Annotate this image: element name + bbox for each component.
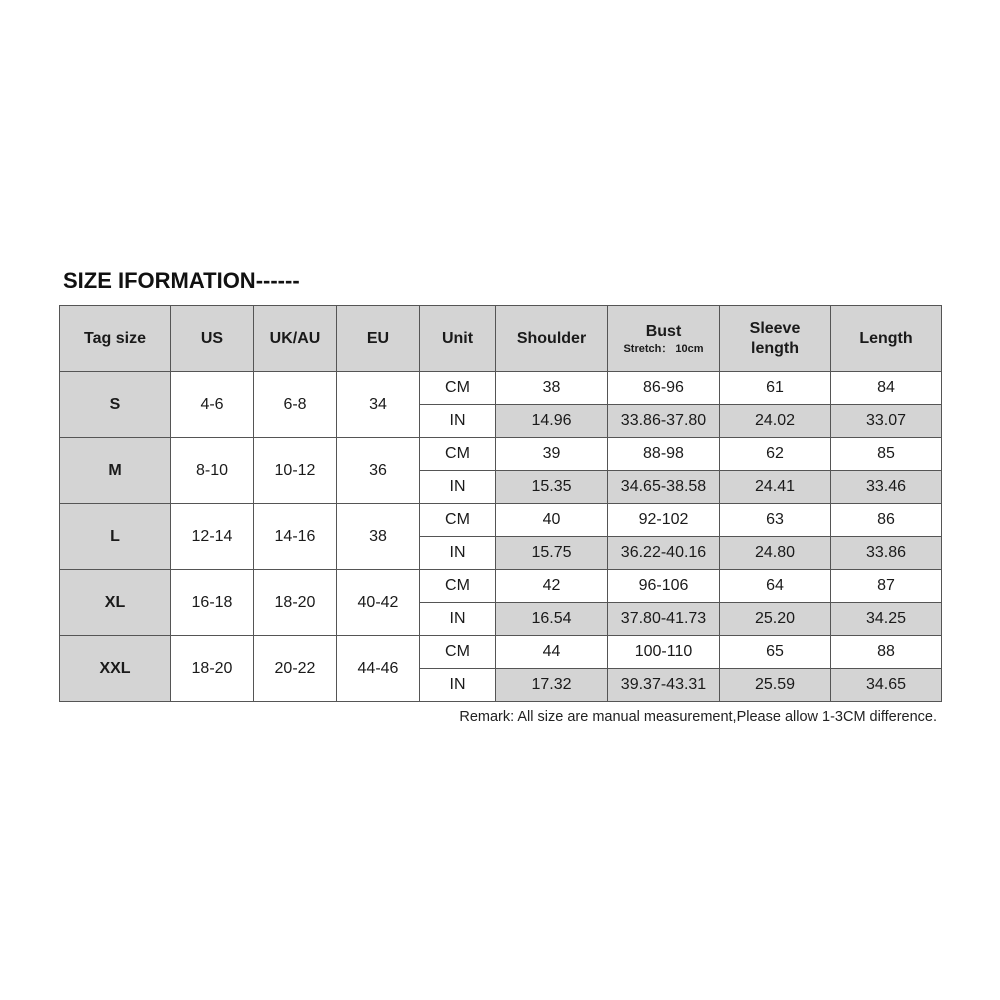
length-cm-cell: 84	[831, 372, 942, 405]
length-in-cell: 33.07	[831, 405, 942, 438]
tag-size-cell: XXL	[60, 636, 171, 702]
unit-cm-cell: CM	[420, 504, 496, 537]
shoulder-cm-cell: 40	[496, 504, 608, 537]
sleeve-cm-cell: 61	[720, 372, 831, 405]
unit-in-cell: IN	[420, 603, 496, 636]
bust-cm-cell: 100-110	[608, 636, 720, 669]
length-in-cell: 33.46	[831, 471, 942, 504]
bust-cm-cell: 92-102	[608, 504, 720, 537]
unit-in-cell: IN	[420, 405, 496, 438]
us-size-cell: 4-6	[171, 372, 254, 438]
length-cm-cell: 88	[831, 636, 942, 669]
header-uk-au: UK/AU	[254, 306, 337, 372]
header-bust	[608, 306, 720, 372]
header-shoulder: Shoulder	[496, 306, 608, 372]
shoulder-in-cell: 16.54	[496, 603, 608, 636]
eu-size-cell: 38	[337, 504, 420, 570]
sleeve-cm-cell: 65	[720, 636, 831, 669]
header-bust-label: Bust	[645, 322, 682, 340]
eu-size-cell: 36	[337, 438, 420, 504]
uk-au-size-cell: 10-12	[254, 438, 337, 504]
bust-in-cell: 37.80-41.73	[608, 603, 720, 636]
header-sleeve-line2: length	[751, 339, 799, 357]
unit-in-cell: IN	[420, 669, 496, 702]
uk-au-size-cell: 20-22	[254, 636, 337, 702]
header-unit: Unit	[420, 306, 496, 372]
size-table-body	[60, 372, 942, 702]
tag-size-cell: S	[60, 372, 171, 438]
length-in-cell: 33.86	[831, 537, 942, 570]
header-length: Length	[831, 306, 942, 372]
us-size-cell: 8-10	[171, 438, 254, 504]
size-chart-table	[59, 305, 942, 702]
bust-in-cell: 36.22-40.16	[608, 537, 720, 570]
header-sleeve-length	[720, 306, 831, 372]
shoulder-in-cell: 15.75	[496, 537, 608, 570]
tag-size-cell: M	[60, 438, 171, 504]
remark-note: Remark: All size are manual measurement,Please allow 1-3CM difference.	[459, 709, 937, 725]
length-in-cell: 34.65	[831, 669, 942, 702]
us-size-cell: 16-18	[171, 570, 254, 636]
us-size-cell: 18-20	[171, 636, 254, 702]
bust-in-cell: 34.65-38.58	[608, 471, 720, 504]
length-cm-cell: 86	[831, 504, 942, 537]
unit-cm-cell: CM	[420, 438, 496, 471]
bust-cm-cell: 96-106	[608, 570, 720, 603]
length-cm-cell: 85	[831, 438, 942, 471]
uk-au-size-cell: 6-8	[254, 372, 337, 438]
unit-cm-cell: CM	[420, 636, 496, 669]
unit-in-cell: IN	[420, 537, 496, 570]
bust-cm-cell: 88-98	[608, 438, 720, 471]
shoulder-cm-cell: 44	[496, 636, 608, 669]
sleeve-in-cell: 24.80	[720, 537, 831, 570]
uk-au-size-cell: 18-20	[254, 570, 337, 636]
table-row	[60, 570, 942, 603]
header-tag-size: Tag size	[60, 306, 171, 372]
shoulder-cm-cell: 39	[496, 438, 608, 471]
eu-size-cell: 34	[337, 372, 420, 438]
table-row	[60, 504, 942, 537]
length-in-cell: 34.25	[831, 603, 942, 636]
unit-cm-cell: CM	[420, 372, 496, 405]
sleeve-in-cell: 25.59	[720, 669, 831, 702]
tag-size-cell: XL	[60, 570, 171, 636]
table-row	[60, 372, 942, 405]
eu-size-cell: 44-46	[337, 636, 420, 702]
sleeve-cm-cell: 62	[720, 438, 831, 471]
sleeve-cm-cell: 63	[720, 504, 831, 537]
header-sleeve-line1: Sleeve	[749, 319, 801, 337]
sleeve-in-cell: 24.41	[720, 471, 831, 504]
bust-cm-cell: 86-96	[608, 372, 720, 405]
bust-in-cell: 33.86-37.80	[608, 405, 720, 438]
page-title: SIZE IFORMATION------	[63, 268, 300, 293]
uk-au-size-cell: 14-16	[254, 504, 337, 570]
eu-size-cell: 40-42	[337, 570, 420, 636]
shoulder-in-cell: 17.32	[496, 669, 608, 702]
bust-in-cell: 39.37-43.31	[608, 669, 720, 702]
length-cm-cell: 87	[831, 570, 942, 603]
shoulder-cm-cell: 38	[496, 372, 608, 405]
unit-in-cell: IN	[420, 471, 496, 504]
sleeve-cm-cell: 64	[720, 570, 831, 603]
unit-cm-cell: CM	[420, 570, 496, 603]
us-size-cell: 12-14	[171, 504, 254, 570]
shoulder-in-cell: 14.96	[496, 405, 608, 438]
table-row	[60, 438, 942, 471]
tag-size-cell: L	[60, 504, 171, 570]
sleeve-in-cell: 24.02	[720, 405, 831, 438]
header-bust-stretch-note: Stretch： 10cm	[623, 342, 704, 355]
shoulder-cm-cell: 42	[496, 570, 608, 603]
header-eu: EU	[337, 306, 420, 372]
sleeve-in-cell: 25.20	[720, 603, 831, 636]
table-header-row	[60, 306, 942, 372]
table-row	[60, 636, 942, 669]
header-us: US	[171, 306, 254, 372]
shoulder-in-cell: 15.35	[496, 471, 608, 504]
